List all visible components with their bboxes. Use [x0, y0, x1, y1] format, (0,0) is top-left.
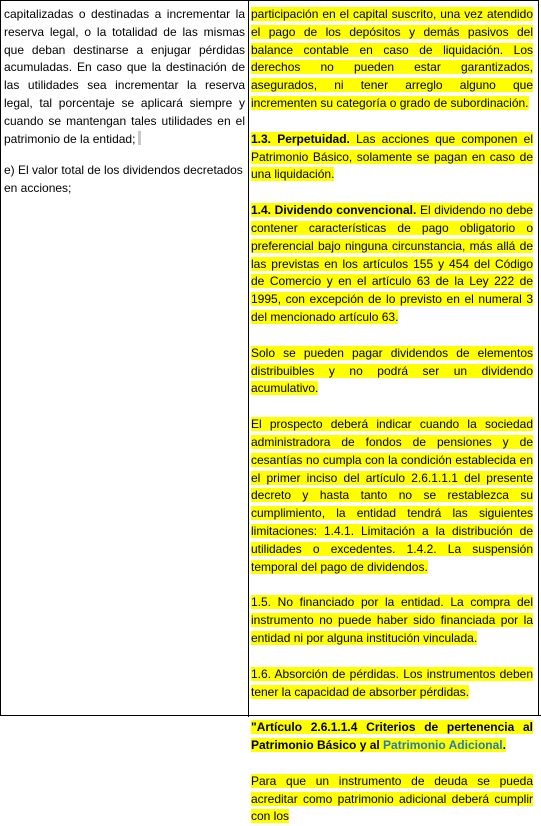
article-title-link: Patrimonio Adicional: [383, 738, 503, 753]
right-paragraph-1-5: [251, 594, 533, 647]
left-paragraph-1-text: capitalizadas o destinadas a incrementar la reserva legal, o la totalidad de las mismas que deban destinarse a enjugar pérdidas acumuladas. En caso que la destinación de las utilidades sea incrementar la reserva legal, tal porcentaje se aplicará siempre y cuando se mantengan tales utilidades en el patrimonio de la entidad;: [4, 7, 245, 146]
perpetuity-title: 1.3. Perpetuidad.: [251, 131, 350, 146]
right-paragraph-1-4: [251, 202, 533, 327]
column-divider: [248, 0, 249, 717]
prospect-text: El prospecto deberá indicar cuando la sociedad administradora de fondos de pensiones y de cesantías no cumpla con la condición establecida en el primer inciso del artículo 2.6.1.1.1 del presente decreto y hasta tanto no se restablezca su cumplimiento, la entidad tendrá las siguientes limitaciones: 1.4.1. Limitación a la distribución de utilidades o excedentes. 1.4.2. La suspensión temporal del pago de dividendos.: [251, 417, 533, 574]
article-title-part-1: "Artículo 2.6.1.1.4 Criterios de pertenencia al Patrimonio Básico y al: [251, 720, 533, 753]
right-column: [251, 6, 533, 826]
right-paragraph-1-6: [251, 666, 533, 702]
right-paragraph-1-3: [251, 131, 533, 184]
article-title-period: .: [502, 738, 506, 753]
perpetuity-body: Las acciones que componen el Patrimonio Básico, solamente se pagan en caso de una liquidación.: [251, 131, 534, 182]
right-paragraph-last: [251, 773, 533, 826]
left-paragraph-2: e) El valor total de los dividendos decretados en acciones;: [4, 163, 243, 196]
not-financed-text: 1.5. No financiado por la entidad. La compra del instrumento no puede haber sido financiada por la entidad ni por alguna institución vinculada.: [251, 595, 533, 645]
left-column: [4, 6, 245, 198]
dividend-title: 1.4. Dividendo convencional.: [251, 203, 417, 218]
right-paragraph-dividends: [251, 345, 533, 398]
left-paragraph-1: [4, 6, 245, 148]
dividend-body: El dividendo no debe contener características de pago obligatorio o preferencial bajo ninguna circunstancia, más allá de las previstas en los artículos 155 y 454 del Código de Comercio y en el artículo 63 de la Ley 222 de 1995, con excepción de lo previsto en el numeral 3 del mencionado artículo 63.: [251, 203, 533, 324]
right-paragraph-prospect: [251, 416, 533, 576]
dividends-text: Solo se pueden pagar dividendos de elementos distribuibles y no podrá ser un dividendo acumulativo.: [251, 345, 533, 396]
right-paragraph-intro: [251, 6, 533, 113]
text-cursor-icon: [138, 131, 141, 145]
last-paragraph-text: Para que un instrumento de deuda se pueda acreditar como patrimonio adicional deberá cumplir con los: [251, 773, 533, 824]
loss-absorption-text: 1.6. Absorción de pérdidas. Los instrumentos deben tener la capacidad de absorber pérdidas.: [251, 666, 533, 699]
intro-text: participación en el capital suscrito, una vez atendido el pago de los depósitos y demás pasivos del balance contable en caso de liquidación. Los derechos no pueden estar garantizados, asegurados, ni tener arreglo alguno que incrementen su categoría o grado de subordinación.: [251, 7, 533, 110]
